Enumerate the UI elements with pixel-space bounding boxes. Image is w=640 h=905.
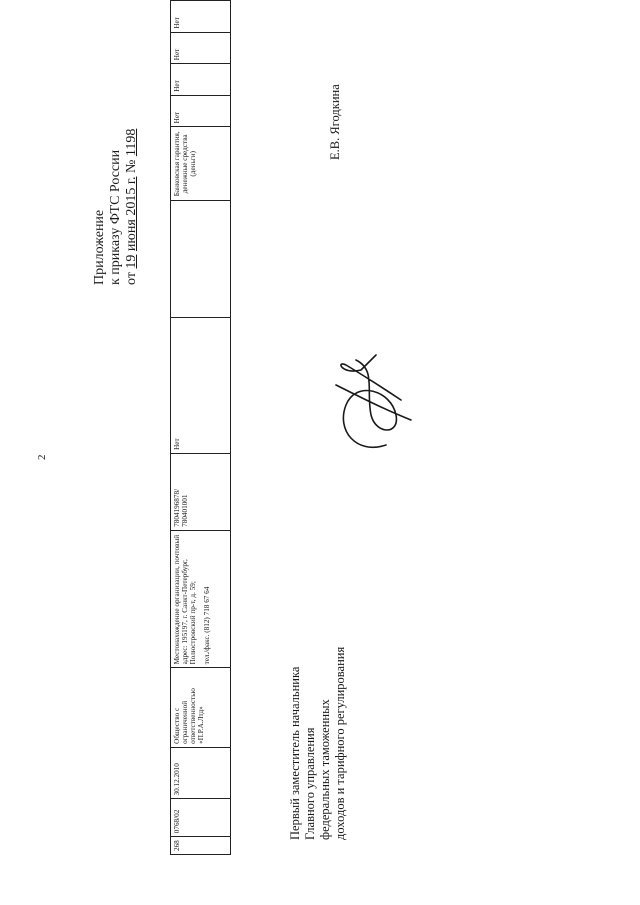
cell-col11: Нет bbox=[171, 32, 231, 64]
page-number: 2 bbox=[36, 454, 48, 460]
order-day: 19 bbox=[124, 254, 139, 269]
table-row bbox=[171, 1, 231, 855]
cell-col12: Нет bbox=[171, 1, 231, 33]
appendix-header bbox=[92, 129, 140, 285]
cell-col9: Нет bbox=[171, 95, 231, 127]
cell-col10: Нет bbox=[171, 64, 231, 96]
signer-name: Е.В. Ягодкина bbox=[328, 84, 342, 160]
cell-reg-number: 0768/02 bbox=[171, 799, 231, 837]
registry-table bbox=[170, 0, 231, 855]
signer-position: Первый заместитель начальника Главного управления федеральных таможенных доходов и тарифного регулирования bbox=[288, 646, 347, 840]
cell-number: 268 bbox=[171, 837, 231, 855]
appendix-order-ref: к приказу ФТС России bbox=[108, 149, 123, 285]
appendix-order-date: от 19 июня 2015 г. № 1198 bbox=[124, 128, 139, 285]
cell-col6: Нет bbox=[171, 317, 231, 453]
cell-org-name: Общество с ограниченной ответственностью «П.Р.А.Лтд» bbox=[171, 668, 231, 747]
signature-image bbox=[316, 350, 426, 460]
cell-address: Местонахождение организации, почтовый адрес: 195197, г. Санкт-Петербург, Полюстровский пр-т, д. 59; тел./факс. (812) 718 67 64 bbox=[171, 530, 231, 668]
cell-security: Банковская гарантия, денежные средства (деньги) bbox=[171, 127, 231, 201]
order-month-year: июня 2015 г. bbox=[124, 176, 139, 252]
cell-date: 30.12.2010 bbox=[171, 747, 231, 799]
cell-col7 bbox=[171, 201, 231, 317]
cell-inn-kpp: 7804196878/ 780401001 bbox=[171, 453, 231, 530]
appendix-title: Приложение bbox=[92, 209, 107, 285]
order-number: 1198 bbox=[124, 128, 139, 157]
